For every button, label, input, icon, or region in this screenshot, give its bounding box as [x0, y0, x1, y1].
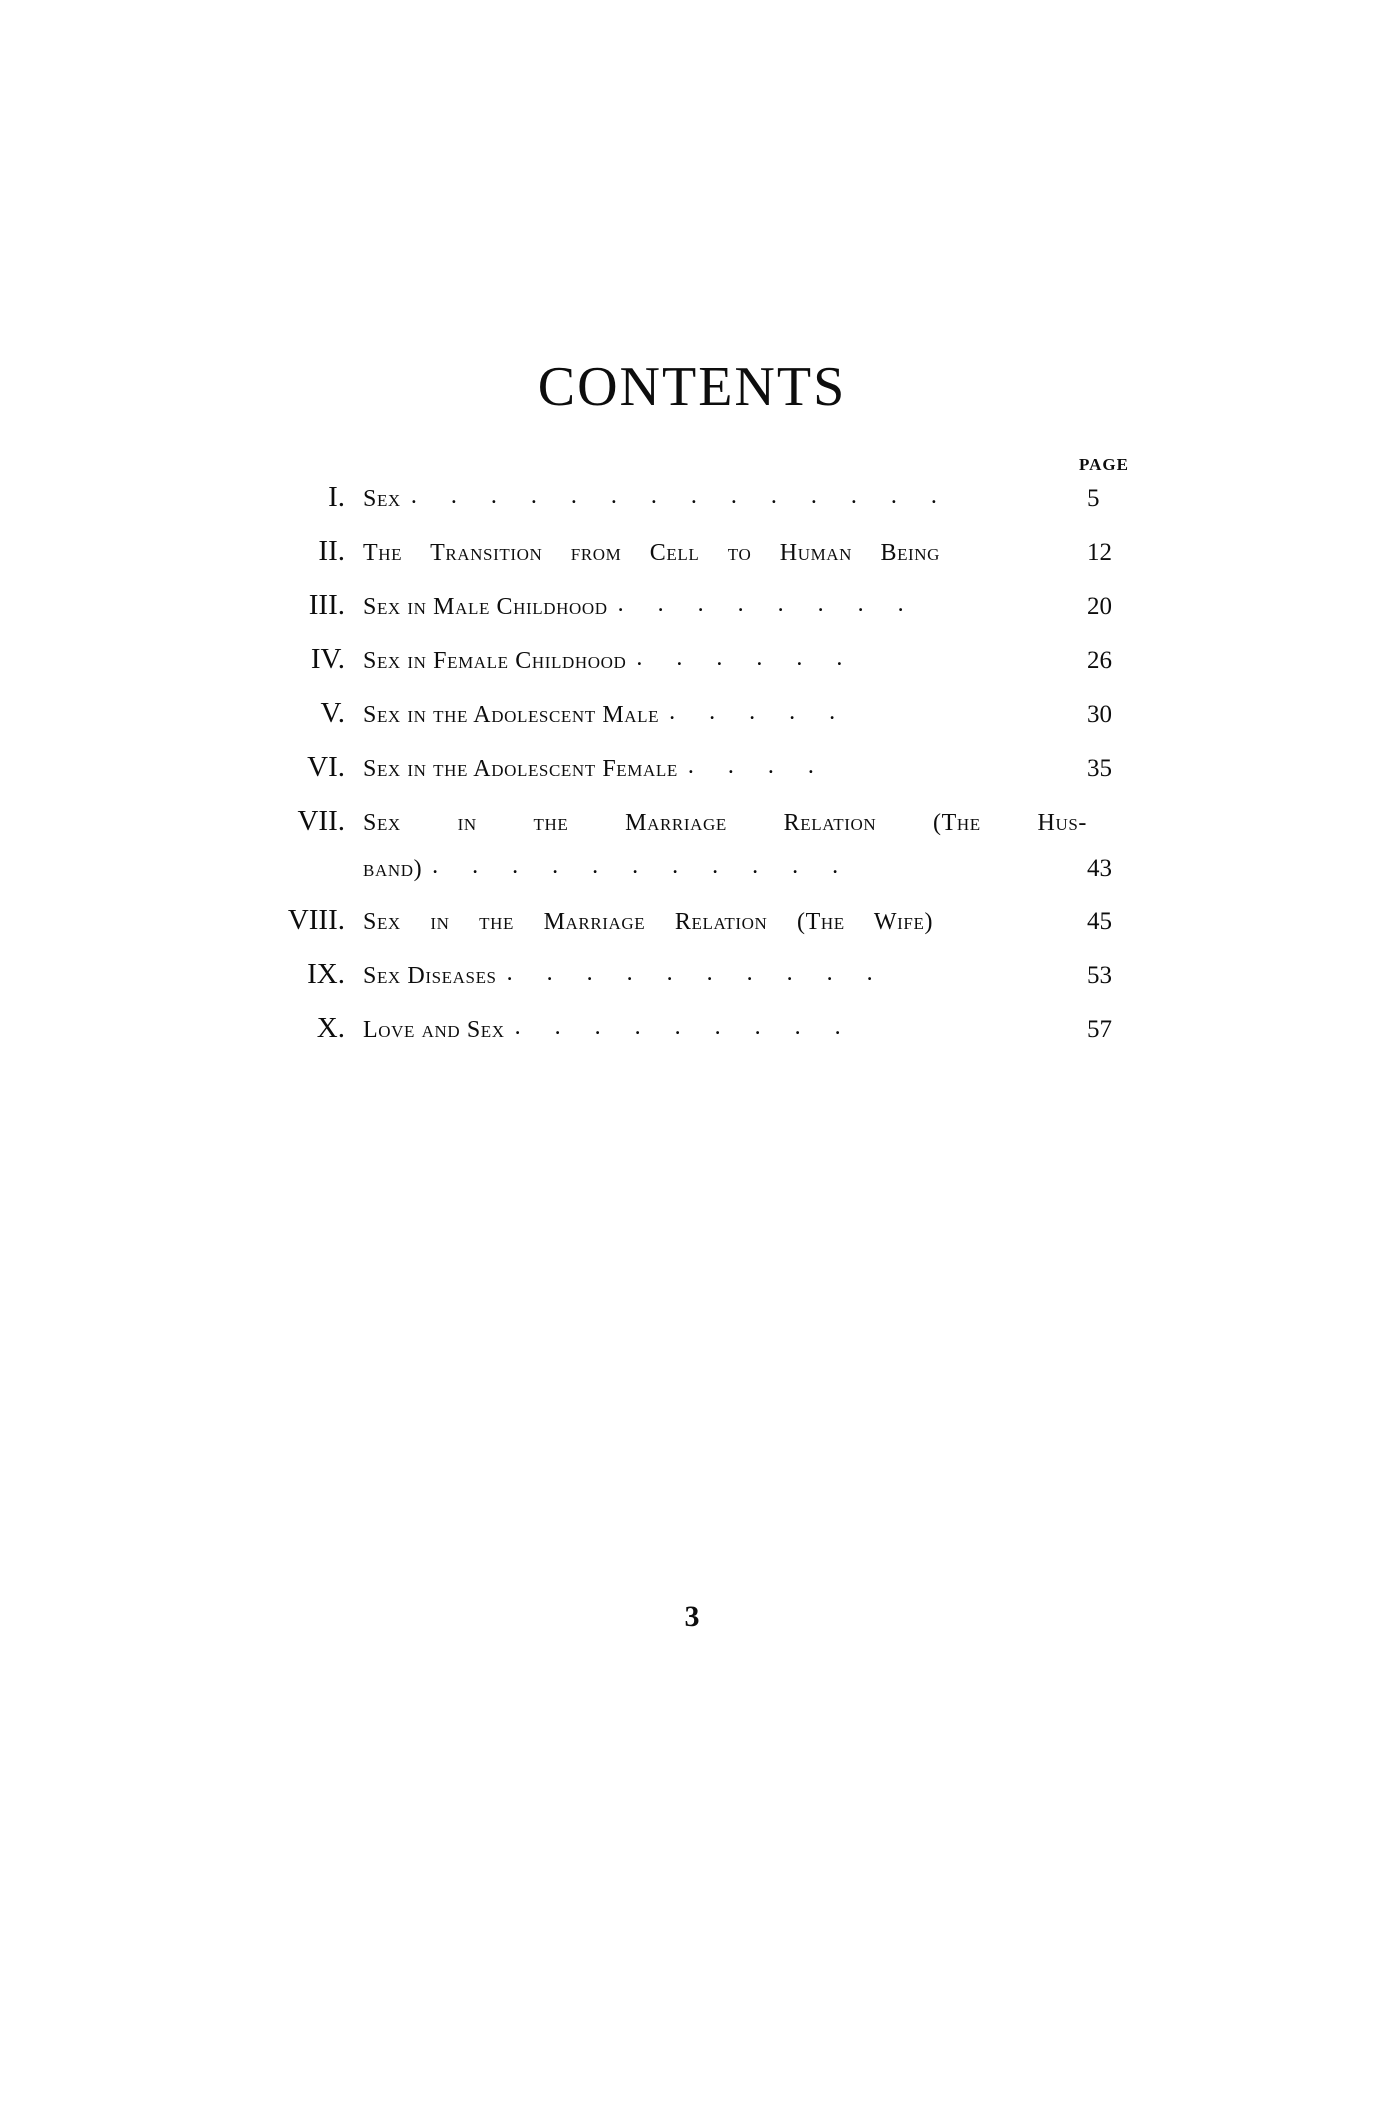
dot-leader: . . . . . . . . . . — [506, 960, 887, 986]
chapter-title: Sex Diseases — [363, 963, 497, 989]
chapter-entry — [363, 909, 1087, 936]
toc-entry-10[interactable] — [225, 1012, 1145, 1045]
chapter-number: VIII. — [287, 904, 345, 936]
toc-entry-6[interactable] — [225, 751, 1145, 784]
chapter-entry — [363, 540, 1087, 567]
dot-leader: . . . . — [687, 753, 828, 779]
chapter-page-number: 5 — [1087, 485, 1100, 512]
chapter-page-number: 26 — [1087, 647, 1112, 674]
chapter-number: I. — [328, 481, 345, 513]
chapter-page-number: 35 — [1087, 755, 1112, 782]
dot-leader: . . . . . . . . . . . — [432, 853, 853, 879]
page-folio: 3 — [684, 1600, 700, 1633]
chapter-title: Sex in Female Childhood — [363, 648, 627, 674]
dot-leader: . . . . . . — [636, 645, 857, 671]
table-of-contents — [225, 455, 1145, 1066]
chapter-title: Sex — [363, 486, 401, 512]
toc-entry-8[interactable] — [225, 904, 1145, 937]
page-title: CONTENTS — [537, 356, 847, 418]
chapter-page-number: 20 — [1087, 593, 1112, 620]
chapter-entry — [363, 483, 1087, 513]
chapter-number: II. — [318, 535, 345, 567]
page-column-header: PAGE — [1079, 455, 1129, 474]
chapter-entry — [363, 645, 1087, 675]
dot-leader: . . . . . . . . — [617, 591, 918, 617]
chapter-title: The Transition from Cell to Human Being — [363, 540, 941, 566]
chapter-number: VI. — [307, 751, 345, 783]
chapter-title: Love and Sex — [363, 1017, 505, 1043]
dot-leader: . . . . . — [669, 699, 850, 725]
chapter-title: Sex in the Adolescent Female — [363, 756, 678, 782]
chapter-page-number: 12 — [1087, 539, 1112, 566]
chapter-entry — [363, 810, 1087, 837]
toc-entry-7-continuation[interactable] — [225, 855, 1145, 883]
chapter-number: IX. — [307, 958, 345, 990]
toc-entry-1[interactable] — [225, 481, 1145, 514]
chapter-title: Sex in the Marriage Relation (The Hus- — [363, 810, 1087, 836]
toc-entry-3[interactable] — [225, 589, 1145, 622]
toc-entry-5[interactable] — [225, 697, 1145, 730]
toc-entry-9[interactable] — [225, 958, 1145, 991]
toc-entry-2[interactable] — [225, 535, 1145, 568]
chapter-page-number: 30 — [1087, 701, 1112, 728]
chapter-title: Sex in Male Childhood — [363, 594, 608, 620]
chapter-number: IV. — [310, 643, 345, 675]
toc-entry-4[interactable] — [225, 643, 1145, 676]
chapter-page-number: 57 — [1087, 1016, 1112, 1043]
chapter-title: Sex in the Marriage Relation (The Wife) — [363, 909, 934, 935]
chapter-number: VII. — [297, 805, 345, 837]
chapter-entry — [363, 853, 1087, 883]
chapter-number: X. — [316, 1012, 345, 1044]
toc-entry-7[interactable] — [225, 805, 1145, 838]
chapter-title-continued: band) — [363, 856, 423, 882]
chapter-page-number: 45 — [1087, 908, 1112, 935]
chapter-number: V. — [320, 697, 345, 729]
chapter-entry — [363, 699, 1087, 729]
dot-leader: . . . . . . . . . — [514, 1014, 855, 1040]
chapter-page-number: 53 — [1087, 962, 1112, 989]
chapter-entry — [363, 753, 1087, 783]
chapter-entry — [363, 591, 1087, 621]
chapter-number: III. — [308, 589, 345, 621]
chapter-title: Sex in the Adolescent Male — [363, 702, 660, 728]
dot-leader: . . . . . . . . . . . . . . — [410, 483, 951, 509]
chapter-entry — [363, 1014, 1087, 1044]
chapter-page-number: 43 — [1087, 855, 1112, 882]
chapter-entry — [363, 960, 1087, 990]
